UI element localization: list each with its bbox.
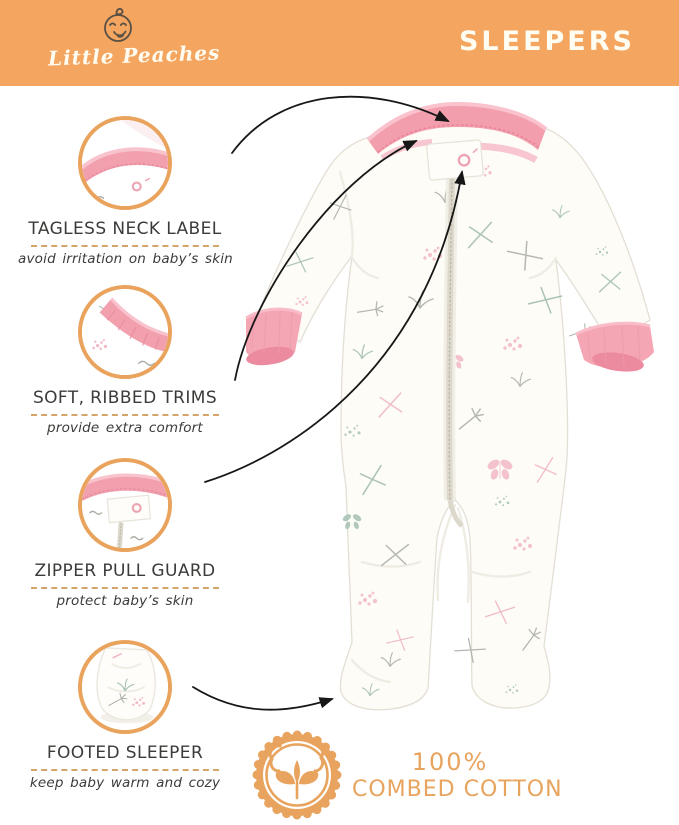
feature-title: TAGLESS NECK LABEL	[28, 219, 222, 239]
cotton-percent: 100%	[411, 748, 489, 776]
feature-divider	[31, 587, 219, 589]
feature-title: FOOTED SLEEPER	[46, 743, 204, 763]
feature-callout-ribbed-trims	[18, 285, 232, 436]
cotton-badge	[248, 726, 346, 824]
feature-title: ZIPPER PULL GUARD	[34, 561, 216, 581]
right-cuff	[576, 323, 654, 374]
feature-divider	[31, 414, 219, 416]
feature-callout-neck-label	[18, 116, 232, 267]
ribbed-trim-closeup-image	[78, 285, 172, 379]
feature-title: SOFT, RIBBED TRIMS	[32, 388, 218, 408]
left-cuff	[245, 309, 302, 368]
feature-subtitle: keep baby warm and cozy	[29, 775, 221, 791]
feature-callout-footed-sleeper	[18, 640, 232, 791]
feature-divider	[31, 769, 219, 771]
zipper-guard-closeup-image	[78, 458, 172, 552]
feature-divider	[31, 245, 219, 247]
feature-subtitle: provide extra comfort	[47, 420, 203, 436]
zipper-guard-flap	[427, 140, 484, 181]
header-bar	[0, 0, 679, 86]
feature-subtitle: avoid irritation on baby’s skin	[18, 251, 233, 267]
brand-name: Little Peaches	[47, 40, 221, 71]
page-title: SLEEPERS	[458, 26, 635, 57]
feature-callout-zipper-guard	[18, 458, 232, 609]
baby-face-icon	[98, 6, 138, 44]
neck-label-closeup-image	[78, 116, 172, 210]
cotton-badge-text	[352, 748, 563, 803]
cotton-label: COMBED COTTON	[352, 776, 563, 802]
brand-logo	[47, 4, 221, 71]
footed-sleeper-closeup-image	[78, 640, 172, 734]
sleeper-garment	[245, 104, 654, 710]
feature-subtitle: protect baby’s skin	[56, 593, 194, 609]
